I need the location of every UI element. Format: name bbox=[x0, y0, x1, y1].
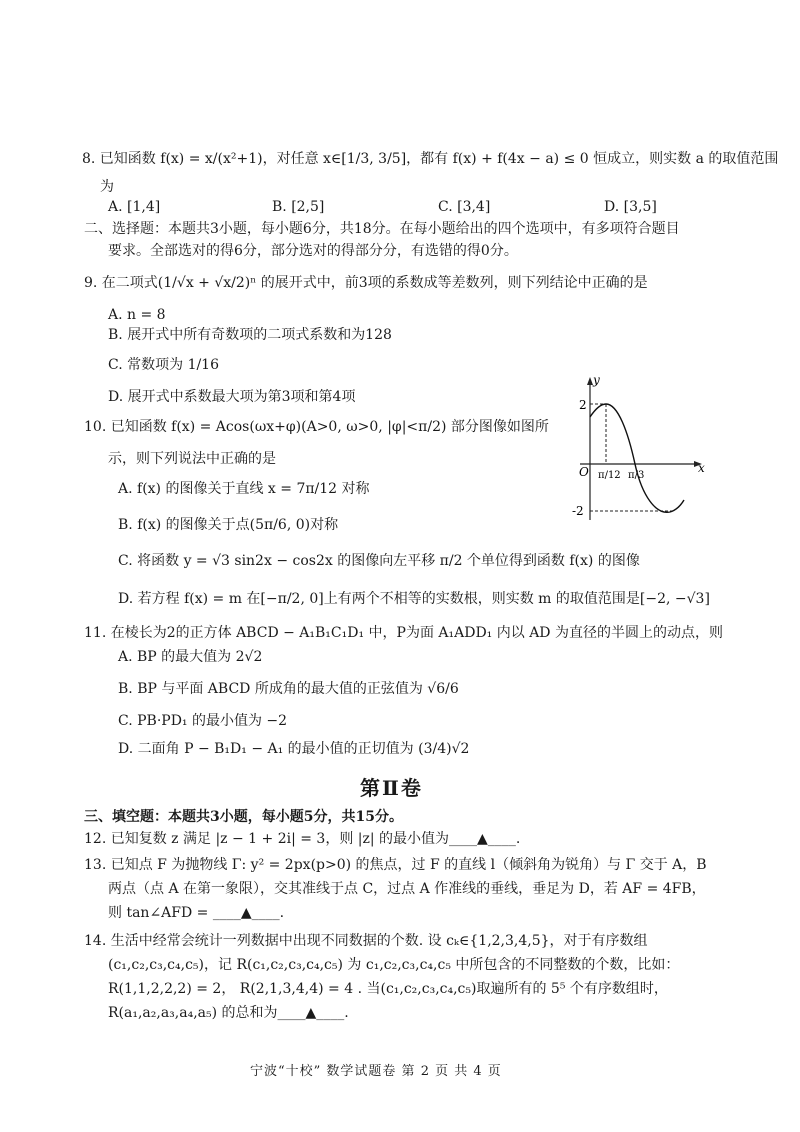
x-tick2-label: π/3 bbox=[628, 470, 645, 481]
q10-option-a: A. f(x) 的图像关于直线 x = 7π/12 对称 bbox=[118, 481, 370, 497]
q14-line4: R(a₁,a₂,a₃,a₄,a₅) 的总和为____▲____. bbox=[108, 1005, 349, 1021]
q8-option-c: C. [3,4] bbox=[438, 199, 491, 215]
q10-function-graph bbox=[560, 372, 710, 524]
x-tick1-label: π/12 bbox=[598, 470, 621, 481]
q9-stem: 9. 在二项式(1/√x + √x/2)ⁿ 的展开式中，前3项的系数成等差数列，则下列结论中正确的是 bbox=[84, 275, 648, 291]
q14-line3: R(1,1,2,2,2) = 2， R(2,1,3,4,4) = 4 . 当(c₁,c₂,c₃,c₄,c₅)取遍所有的 5⁵ 个有序数组时， bbox=[108, 981, 668, 997]
y-min-label: -2 bbox=[572, 504, 584, 518]
q9-option-b: B. 展开式中所有奇数项的二项式系数和为128 bbox=[108, 327, 392, 343]
q9-option-c: C. 常数项为 1/16 bbox=[108, 357, 220, 373]
q8-stem-line2: 为 bbox=[100, 179, 114, 195]
cosine-curve bbox=[590, 404, 684, 512]
y-max-label: 2 bbox=[579, 398, 587, 412]
q13-line1: 13. 已知点 F 为抛物线 Γ: y² = 2px(p>0) 的焦点，过 F 的直线 l（倾斜角为锐角）与 Γ 交于 A，B bbox=[84, 857, 707, 873]
section3-heading: 三、填空题：本题共3小题，每小题5分，共15分。 bbox=[84, 809, 403, 825]
x-axis-label: x bbox=[698, 461, 705, 475]
q14-line2: (c₁,c₂,c₃,c₄,c₅)，记 R(c₁,c₂,c₃,c₄,c₅) 为 c₁,c₂,c₃,c₄,c₅ 中所包含的不同整数的个数，比如： bbox=[108, 957, 680, 973]
q13-line2: 两点（点 A 在第一象限），交其准线于点 C，过点 A 作准线的垂线，垂足为 D，若 AF = 4FB， bbox=[108, 881, 706, 897]
q8-option-d: D. [3,5] bbox=[604, 199, 657, 215]
q11-option-c: C. PB·PD₁ 的最小值为 −2 bbox=[118, 713, 288, 729]
q12-stem: 12. 已知复数 z 满足 |z − 1 + 2i| = 3，则 |z| 的最小值为____▲____. bbox=[84, 831, 521, 847]
q9-option-d: D. 展开式中系数最大项为第3项和第4项 bbox=[108, 389, 356, 405]
part2-title: 第Ⅱ卷 bbox=[360, 776, 423, 800]
section2-heading-line1: 二、选择题：本题共3小题，每小题6分，共18分。在每小题给出的四个选项中，有多项符合题目 bbox=[84, 221, 680, 237]
y-axis-label: y bbox=[593, 373, 600, 387]
q11-stem: 11. 在棱长为2的正方体 ABCD − A₁B₁C₁D₁ 中，P为面 A₁ADD₁ 内以 AD 为直径的半圆上的动点，则 bbox=[84, 625, 723, 641]
q8-option-b: B. [2,5] bbox=[272, 199, 325, 215]
q10-option-c: C. 将函数 y = √3 sin2x − cos2x 的图像向左平移 π/2 个单位得到函数 f(x) 的图像 bbox=[118, 553, 640, 569]
q10-stem-line2: 示，则下列说法中正确的是 bbox=[108, 451, 276, 467]
origin-label: O bbox=[579, 465, 589, 479]
q11-option-a: A. BP 的最大值为 2√2 bbox=[118, 649, 263, 665]
q10-option-d: D. 若方程 f(x) = m 在[−π/2, 0]上有两个不相等的实数根，则实数 m 的取值范围是[−2, −√3] bbox=[118, 591, 710, 607]
q13-line3: 则 tan∠AFD = ____▲____. bbox=[108, 905, 285, 921]
q9-option-a: A. n = 8 bbox=[108, 307, 166, 323]
q10-option-b: B. f(x) 的图像关于点(5π/6, 0)对称 bbox=[118, 517, 339, 533]
q14-line1: 14. 生活中经常会统计一列数据中出现不同数据的个数. 设 cₖ∈{1,2,3,4,5}，对于有序数组 bbox=[84, 933, 648, 949]
section2-heading-line2: 要求。全部选对的得6分，部分选对的得部分分，有选错的得0分。 bbox=[108, 243, 518, 259]
q10-stem-line1: 10. 已知函数 f(x) = Acos(ωx+φ)(A>0, ω>0, |φ|<π/2) 部分图像如图所 bbox=[84, 419, 549, 435]
page-footer: 宁波“十校” 数学试题卷 第 2 页 共 4 页 bbox=[250, 1064, 502, 1079]
q8-stem-line1: 8. 已知函数 f(x) = x/(x²+1)，对任意 x∈[1/3, 3/5]，都有 f(x) + f(4x − a) ≤ 0 恒成立，则实数 a 的取值范围 bbox=[82, 151, 779, 167]
q11-option-d: D. 二面角 P − B₁D₁ − A₁ 的最小值的正切值为 (3/4)√2 bbox=[118, 741, 470, 757]
q11-option-b: B. BP 与平面 ABCD 所成角的最大值的正弦值为 √6/6 bbox=[118, 681, 459, 697]
q8-option-a: A. [1,4] bbox=[108, 199, 161, 215]
